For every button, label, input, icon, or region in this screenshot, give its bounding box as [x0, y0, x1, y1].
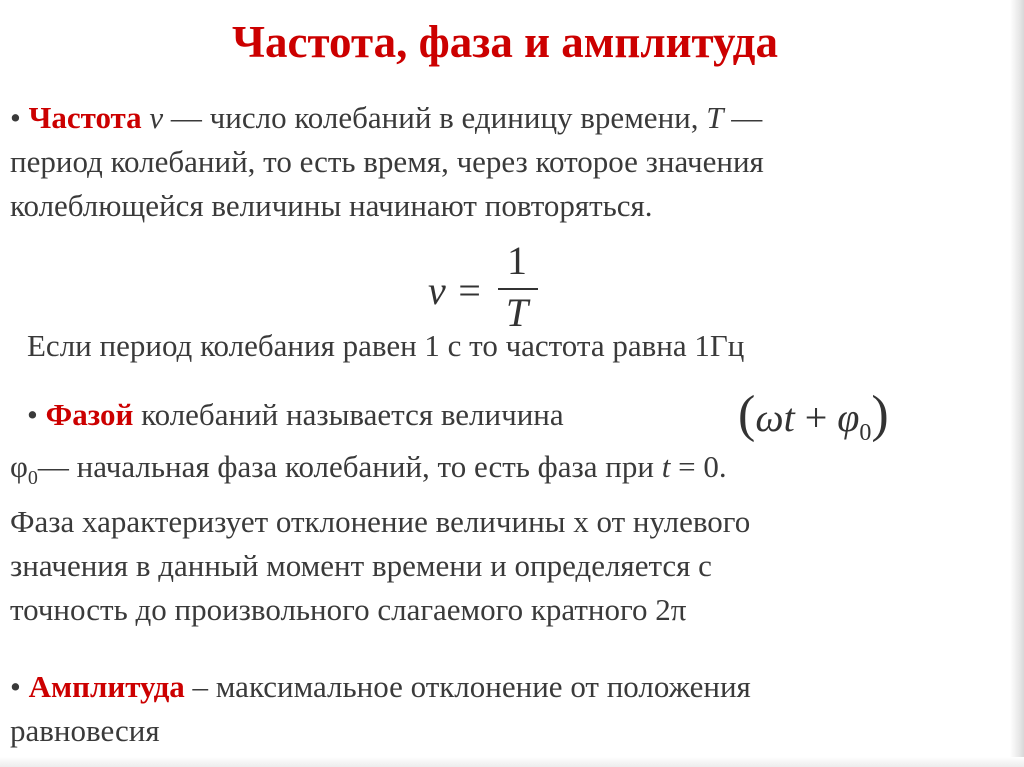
phi-symbol: φ [837, 395, 860, 440]
frequency-paragraph [10, 96, 764, 228]
phase-line-3: Фаза характеризует отклонение величины х от нулевого [10, 504, 751, 540]
phase-line-1 [27, 393, 564, 437]
frequency-dash: — [723, 100, 763, 135]
formula-denominator: T [505, 290, 529, 335]
time-symbol: t [661, 449, 671, 484]
initial-phase-symbol: φ [10, 449, 28, 484]
frequency-line-2: период колебаний, то есть время, через которое значения [10, 144, 764, 179]
frequency-term: Частота [28, 100, 142, 135]
bullet: • [10, 100, 21, 135]
phase-line-5: точность до произвольного слагаемого кратного 2π [10, 592, 687, 628]
slide-edge-shadow [1010, 0, 1024, 767]
amplitude-line-1 [10, 665, 751, 709]
bullet: • [27, 397, 38, 432]
bullet: • [10, 669, 21, 704]
phase-line-4: значения в данный момент времени и определяется с [10, 548, 712, 584]
frequency-definition: — число колебаний в единицу времени, [163, 100, 707, 135]
formula-numerator: 1 [507, 238, 527, 283]
phi-subscript: 0 [859, 420, 872, 446]
amplitude-term: Амплитуда [28, 669, 185, 704]
paren-close: ) [871, 386, 889, 443]
period-symbol: T [706, 100, 724, 135]
frequency-line-1 [10, 96, 764, 140]
omega-t: ωt [755, 395, 795, 440]
slide-bottom-shadow [0, 757, 1024, 767]
phase-term: Фазой [45, 397, 134, 432]
initial-phase-subscript: 0 [27, 467, 38, 490]
equals-zero: = 0. [670, 449, 727, 484]
formula-lhs: ν = [428, 268, 483, 313]
frequency-symbol: ν [149, 100, 164, 135]
initial-phase-definition: — начальная фаза колебаний, то есть фаза при [37, 449, 662, 484]
phase-definition: колебаний называется величина [133, 397, 564, 432]
phase-formula [738, 385, 889, 463]
paren-open: ( [738, 386, 756, 443]
frequency-example: Если период колебания равен 1 с то частота равна 1Гц [27, 328, 745, 363]
plus-sign: + [794, 395, 838, 440]
amplitude-line-2: равновесия [10, 713, 160, 748]
phase-paragraph [10, 445, 750, 632]
slide-title: Частота, фаза и амплитуда [232, 17, 778, 67]
frequency-line-3: колеблющейся величины начинают повторяться. [10, 188, 653, 223]
amplitude-definition: – максимальное отклонение от положения [184, 669, 751, 704]
amplitude-paragraph [10, 665, 751, 753]
phase-line-2 [10, 445, 750, 500]
